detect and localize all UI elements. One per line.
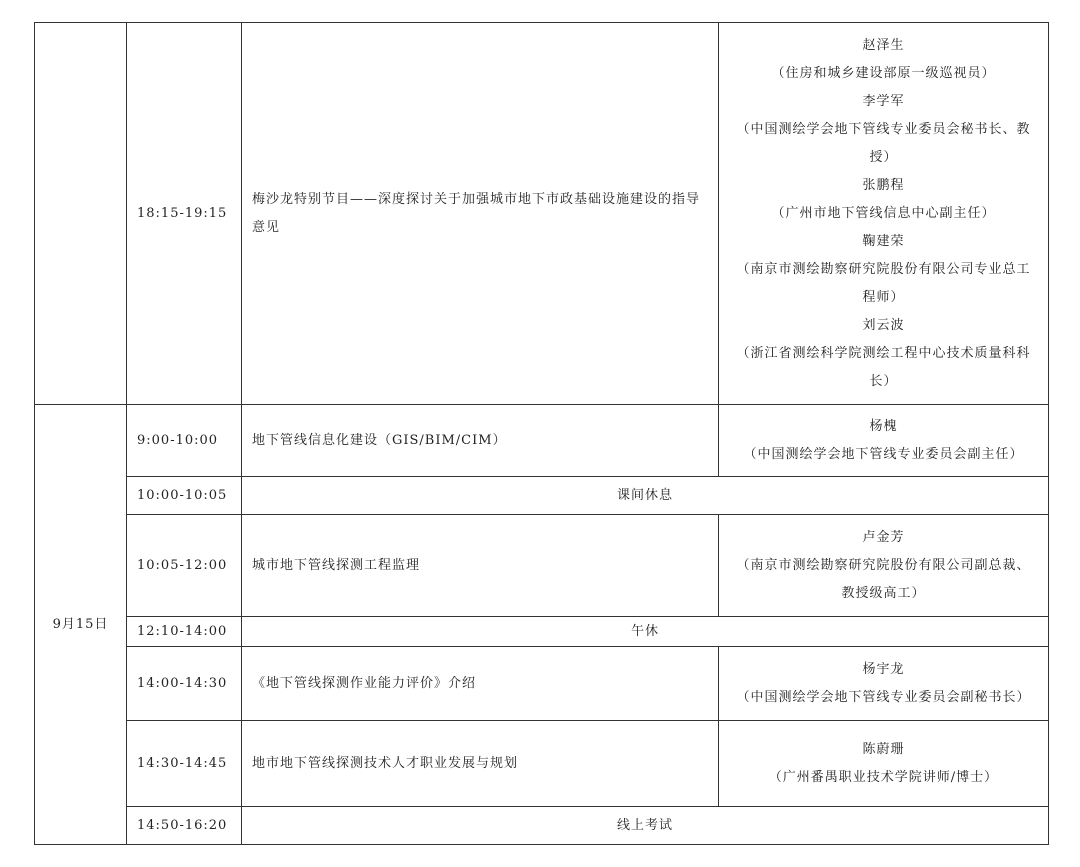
time-cell: 10:05-12:00: [127, 515, 242, 617]
speaker-title: （中国测绘学会地下管线专业委员会副主任）: [743, 446, 1024, 462]
topic-cell: 地市地下管线探测技术人才职业发展与规划: [242, 721, 719, 807]
break-cell: 线上考试: [242, 807, 1049, 845]
topic-cell: 《地下管线探测作业能力评价》介绍: [242, 647, 719, 721]
time-cell: 14:50-16:20: [127, 807, 242, 845]
speaker-title: （广州市地下管线信息中心副主任）: [771, 205, 996, 221]
speaker-name: 陈蔚珊: [862, 741, 905, 757]
speaker-name: 李学军: [862, 93, 905, 109]
break-cell: 午休: [242, 617, 1049, 647]
speaker-name: 杨槐: [869, 418, 898, 434]
speaker-name: 赵泽生: [862, 37, 905, 53]
speaker-title: （浙江省测绘科学院测绘工程中心技术质量科科: [736, 345, 1031, 361]
speaker-title: （住房和城乡建设部原一级巡视员）: [771, 65, 996, 81]
time-cell: 10:00-10:05: [127, 477, 242, 515]
table-row: [35, 617, 1049, 647]
speaker-title: （南京市测绘勘察研究院股份有限公司专业总工: [736, 261, 1031, 277]
speaker-title: （中国测绘学会地下管线专业委员会秘书长、教: [736, 121, 1031, 137]
break-cell: 课间休息: [242, 477, 1049, 515]
date-cell: 9月15日: [35, 405, 127, 845]
speaker-title: （中国测绘学会地下管线专业委员会副秘书长）: [736, 689, 1031, 705]
speaker-name: 杨宇龙: [862, 661, 905, 677]
speaker-cell: [719, 647, 1049, 721]
time-cell: 14:00-14:30: [127, 647, 242, 721]
speaker-title: （南京市测绘勘察研究院股份有限公司副总裁、: [736, 557, 1031, 573]
time-cell: 18:15-19:15: [127, 23, 242, 405]
speaker-title: 教授级高工）: [841, 585, 926, 601]
topic-cell: 地下管线信息化建设（GIS/BIM/CIM）: [242, 405, 719, 477]
table-row: [35, 515, 1049, 617]
table-row: [35, 23, 1049, 405]
date-cell-blank: [35, 23, 127, 405]
table-row: [35, 721, 1049, 807]
speaker-name: 刘云波: [862, 317, 905, 333]
speaker-name: 卢金芳: [862, 529, 905, 545]
speaker-cell: [719, 721, 1049, 807]
speaker-cell: [719, 405, 1049, 477]
table-row: [35, 807, 1049, 845]
table-row: [35, 647, 1049, 721]
speaker-cell: [719, 23, 1049, 405]
topic-cell: 梅沙龙特别节目——深度探讨关于加强城市地下市政基础设施建设的指导意见: [242, 23, 719, 405]
table-row: [35, 477, 1049, 515]
topic-cell: 城市地下管线探测工程监理: [242, 515, 719, 617]
table-row: [35, 405, 1049, 477]
speaker-title: 长）: [869, 373, 898, 389]
speaker-title: 授）: [869, 149, 898, 165]
speaker-name: 鞠建荣: [862, 233, 905, 249]
time-cell: 14:30-14:45: [127, 721, 242, 807]
speaker-cell: [719, 515, 1049, 617]
speaker-title: 程师）: [862, 289, 905, 305]
schedule-table: [34, 22, 1049, 845]
time-cell: 9:00-10:00: [127, 405, 242, 477]
time-cell: 12:10-14:00: [127, 617, 242, 647]
speaker-title: （广州番禺职业技术学院讲师/博士）: [768, 769, 999, 785]
speaker-name: 张鹏程: [862, 177, 905, 193]
